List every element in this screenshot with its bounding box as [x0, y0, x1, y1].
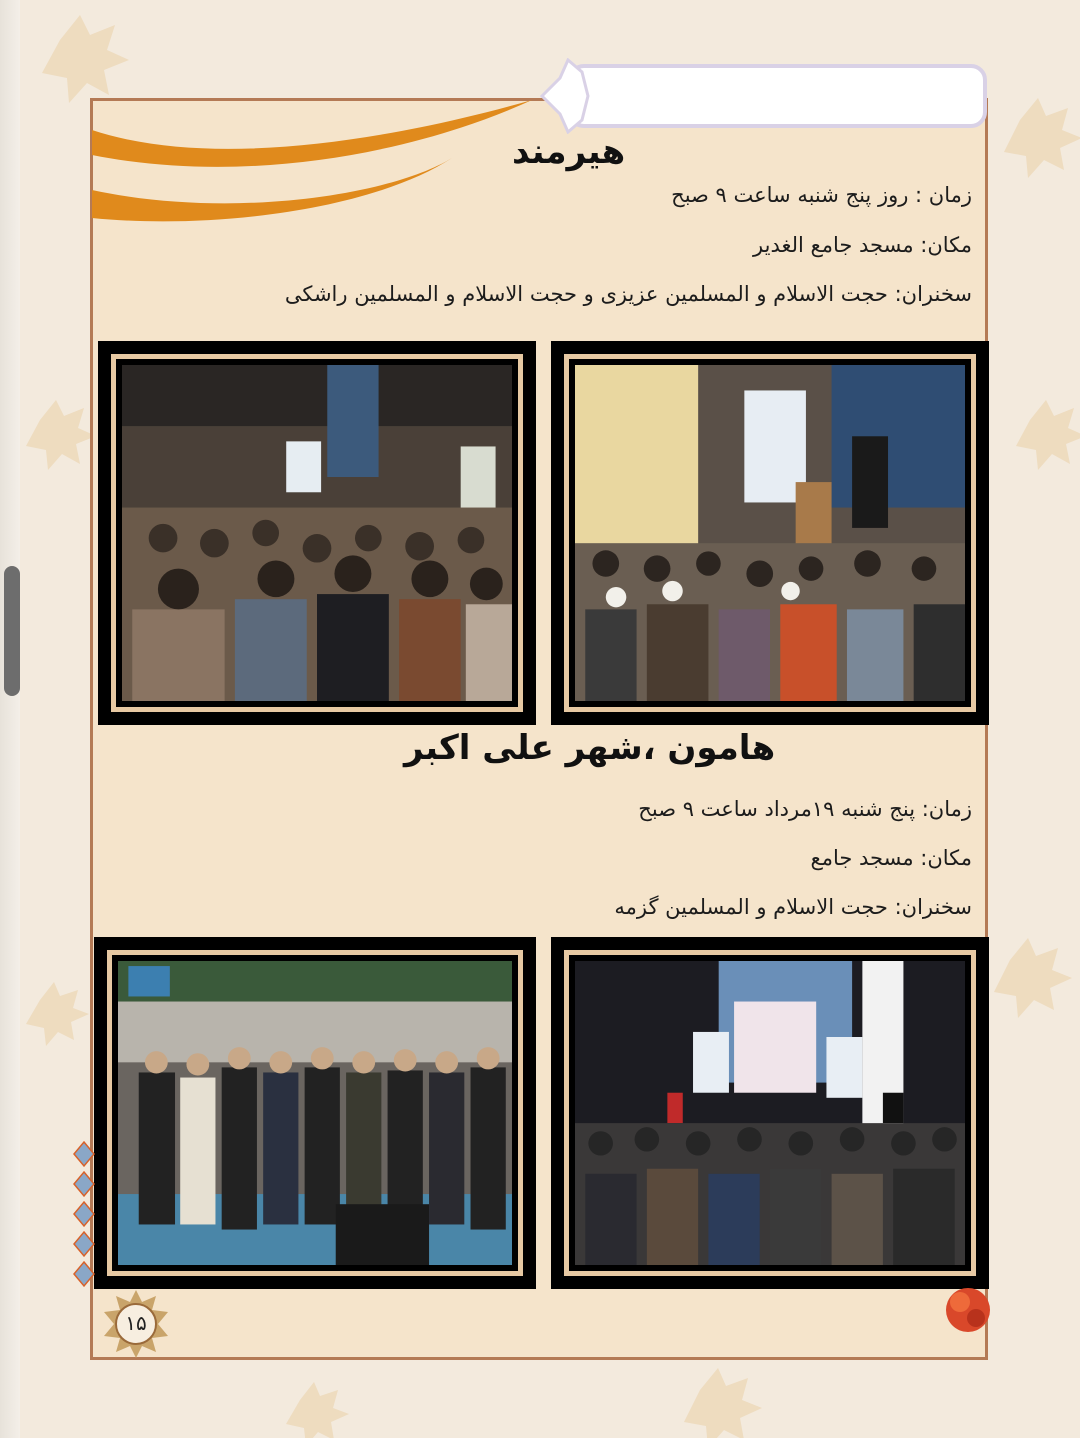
side-ornament-decoration — [72, 1140, 96, 1290]
section2-speakers: سخنران: حجت الاسلام و المسلمین گزمه — [614, 895, 972, 919]
photo-hirmand-right — [551, 341, 989, 725]
photo-hamoon-left — [94, 937, 536, 1289]
scrollbar-thumb[interactable] — [4, 566, 20, 696]
photo-hamoon-right — [551, 937, 989, 1289]
section1-speakers: سخنران: حجت الاسلام و المسلمین عزیزی و حجت الاسلام و المسلمین راشکی — [284, 282, 972, 306]
page-number-badge — [100, 1288, 172, 1360]
section1-place: مکان: مسجد جامع الغدیر — [753, 233, 972, 257]
mosque-sermon-image — [575, 365, 965, 701]
section1-time: زمان : روز پنج شنبه ساعت ۹ صبح — [671, 183, 972, 207]
section2-time: زمان: پنج شنبه ۱۹مرداد ساعت ۹ صبح — [638, 797, 972, 821]
photo-hirmand-left — [98, 341, 536, 725]
mosque-stage-image — [575, 961, 965, 1265]
section1-title: هیرمند — [512, 132, 626, 172]
section2-title: هامون ،شهر علی اکبر — [404, 728, 776, 768]
mourning-gathering-image — [118, 961, 512, 1265]
title-banner-decoration — [540, 58, 990, 134]
red-flower-decoration — [930, 1270, 1000, 1350]
mosque-gathering-image — [122, 365, 512, 701]
section2-place: مکان: مسجد جامع — [810, 846, 972, 870]
page-number: ۱۵ — [125, 1311, 147, 1335]
